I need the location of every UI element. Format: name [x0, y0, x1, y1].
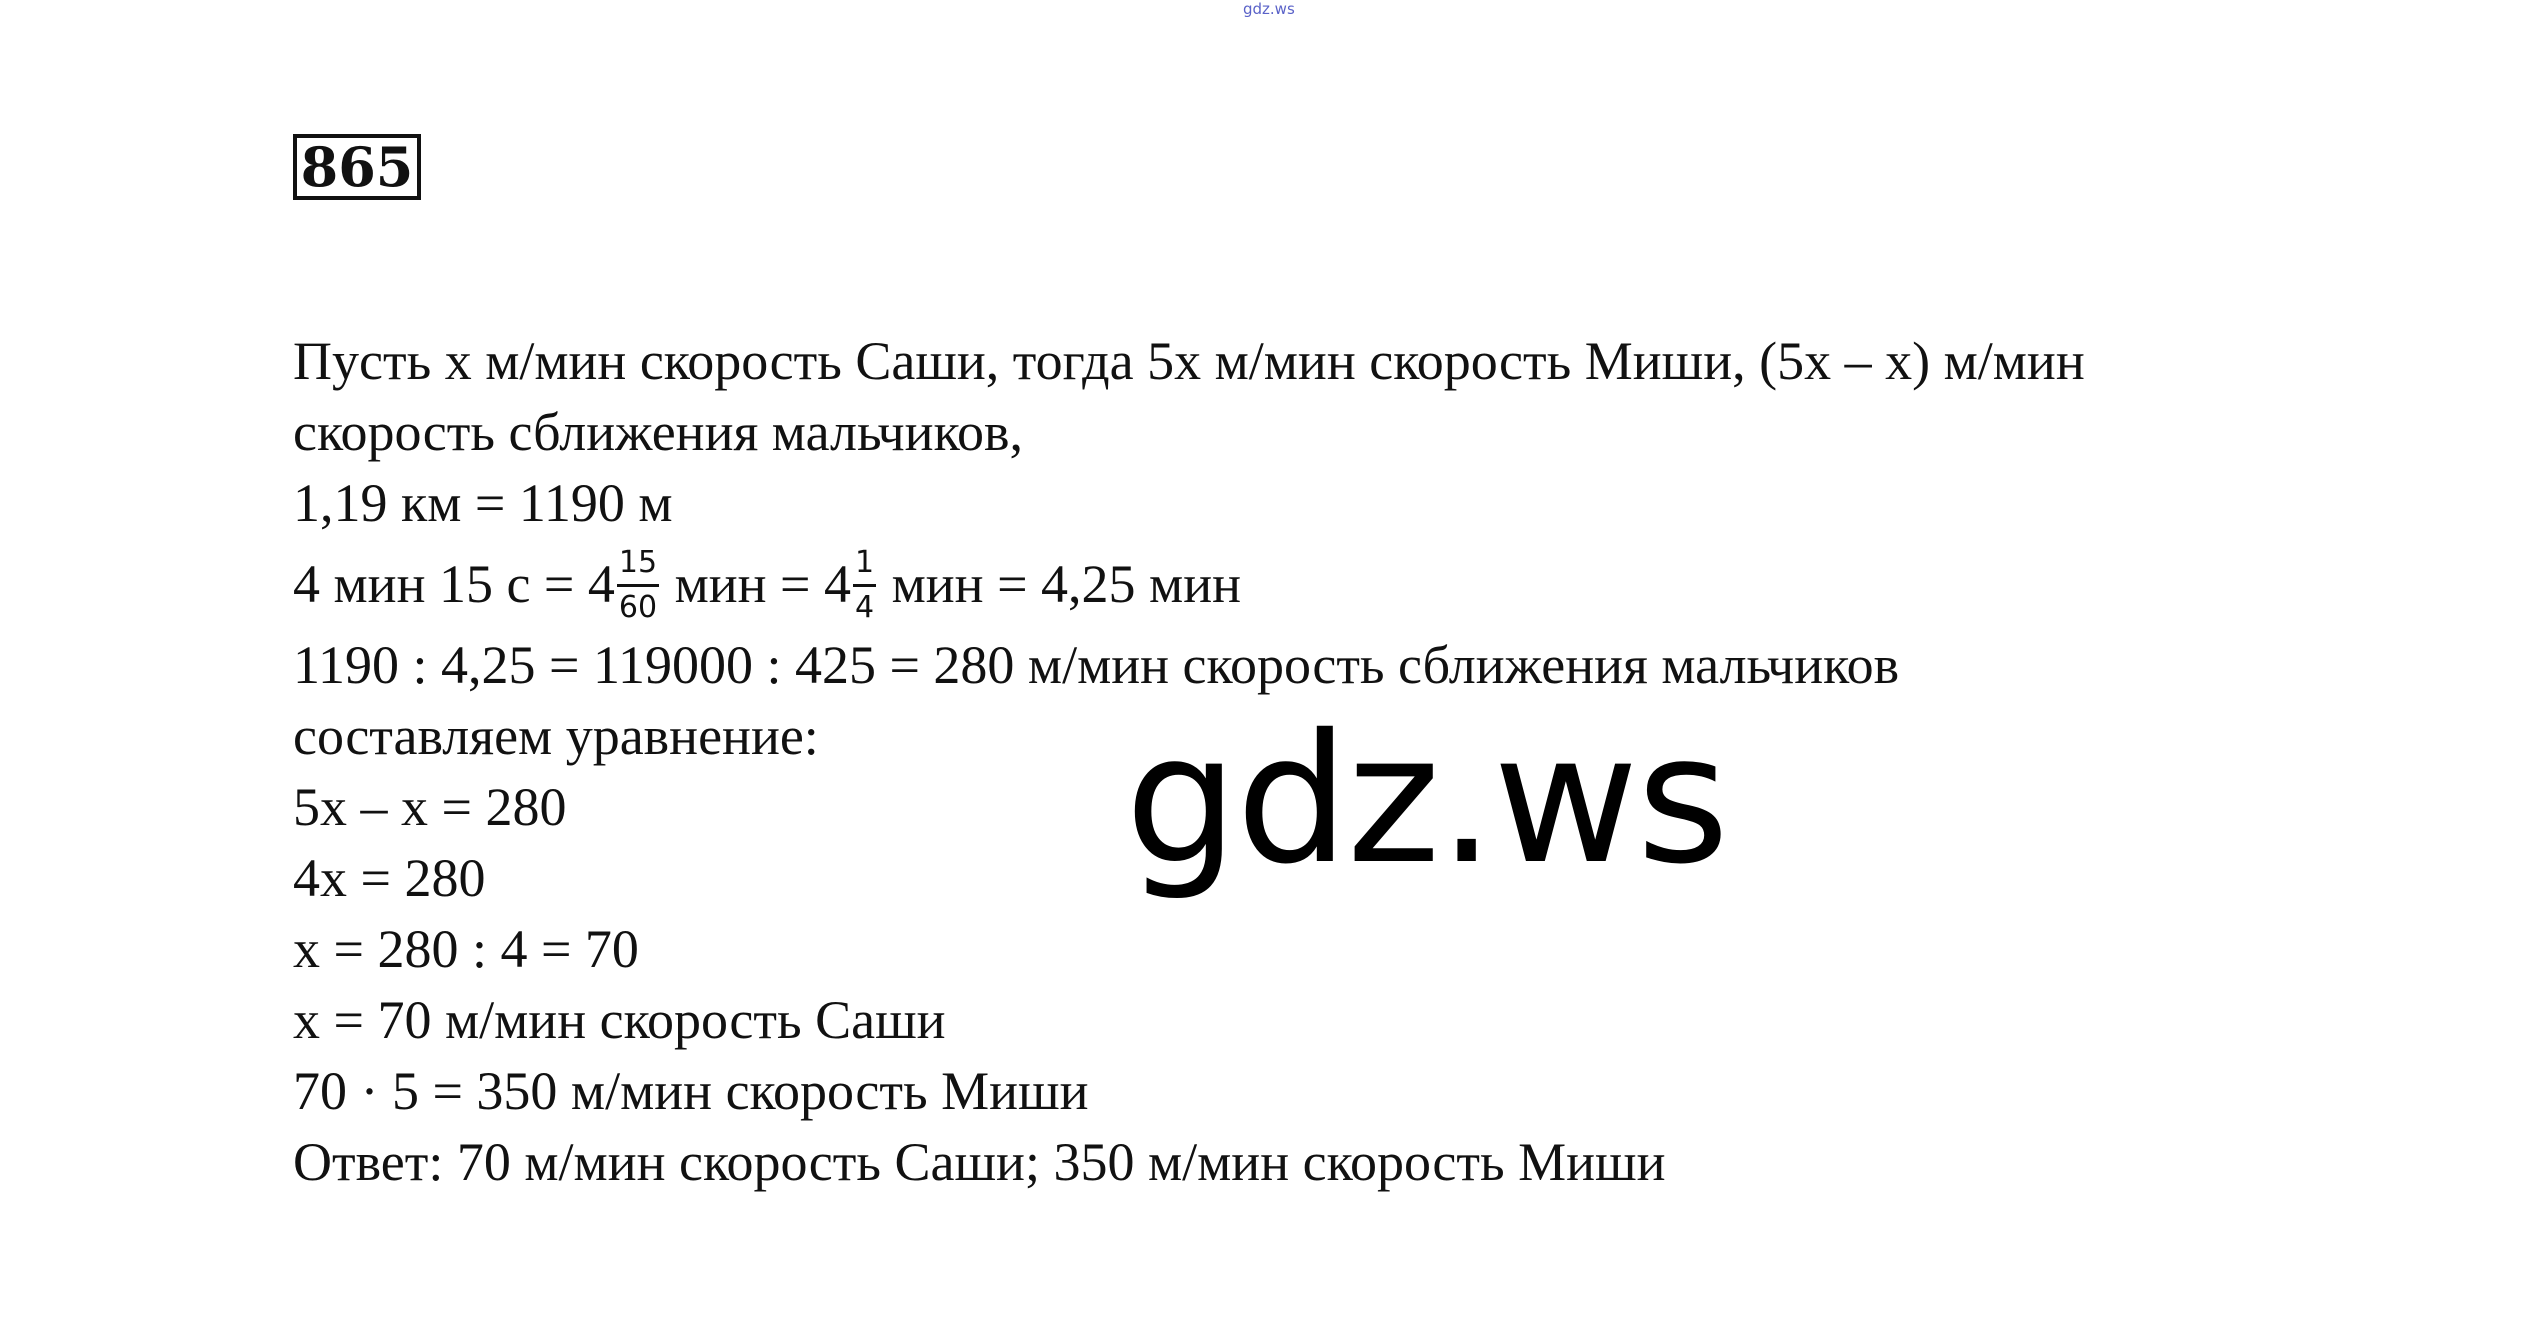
fraction-numerator: 15 [618, 545, 658, 581]
text-line: 1190 : 4,25 = 119000 : 425 = 280 м/мин скорость сближения мальчиков [293, 635, 1900, 695]
fraction-1-4 [853, 545, 876, 626]
text-segment: 4 мин 15 с = 4 [293, 554, 615, 614]
task-number: 865 [293, 134, 421, 200]
watermark-small: gdz.ws [1243, 0, 1295, 18]
fraction-denominator: 4 [853, 584, 876, 623]
watermark-logo: gdz.ws [1125, 696, 1728, 903]
text-line: 70 · 5 = 350 м/мин скорость Миши [293, 1061, 1089, 1121]
text-line: составляем уравнение: [293, 706, 819, 766]
answer-line: Ответ: 70 м/мин скорость Саши; 350 м/мин скорость Миши [293, 1132, 1666, 1192]
fraction-15-60 [617, 545, 659, 626]
time-conversion-line [293, 539, 2293, 630]
text-line: скорость сближения мальчиков, [293, 402, 1024, 462]
fraction-numerator: 1 [855, 545, 875, 581]
text-line: 1,19 км = 1190 м [293, 473, 673, 533]
equation-line: 5x – x = 280 [293, 777, 567, 837]
text-segment: мин = 4 [661, 554, 852, 614]
fraction-denominator: 60 [617, 584, 659, 623]
text-segment: мин = 4,25 мин [878, 554, 1242, 614]
text-line: x = 70 м/мин скорость Саши [293, 990, 946, 1050]
equation-line: x = 280 : 4 = 70 [293, 919, 639, 979]
text-line: Пусть x м/мин скорость Саши, тогда 5x м/мин скорость Миши, (5x – x) м/мин [293, 331, 2085, 391]
equation-line: 4x = 280 [293, 848, 486, 908]
